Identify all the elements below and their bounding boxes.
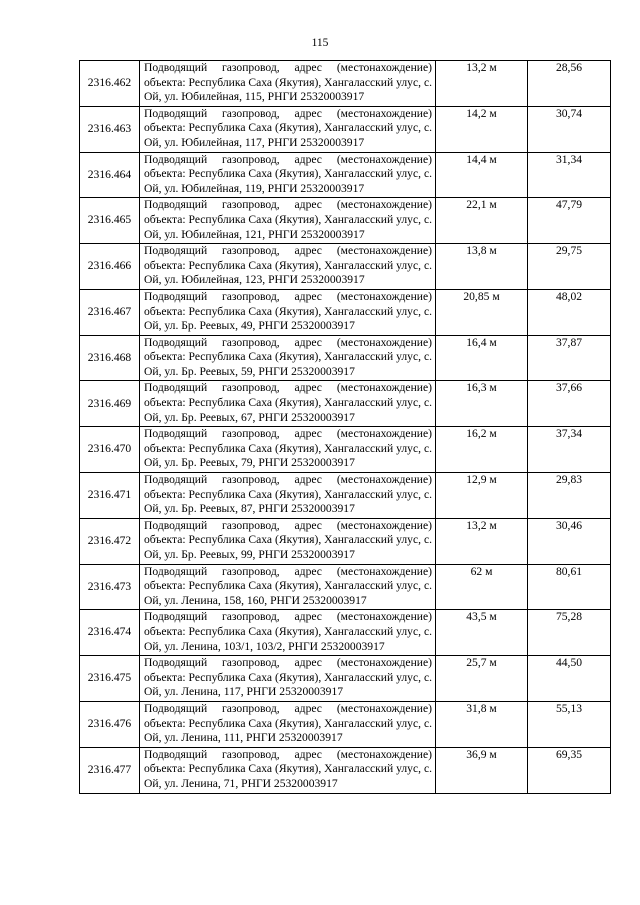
row-value-cell: 55,13 — [528, 701, 611, 747]
row-description-cell: Подводящий газопровод, адрес (местонахождение) объекта: Республика Саха (Якутия), Хангаласский улус, с. Ой, ул. Юбилейная, 115, РНГИ 25320003917 — [140, 61, 436, 107]
row-number-cell: 2316.468 — [80, 335, 140, 381]
row-number-cell: 2316.463 — [80, 106, 140, 152]
row-length-cell: 62 м — [436, 564, 528, 610]
table-row — [80, 152, 611, 198]
table-row — [80, 106, 611, 152]
row-length-cell: 14,4 м — [436, 152, 528, 198]
row-value-cell: 80,61 — [528, 564, 611, 610]
row-length-cell: 20,85 м — [436, 289, 528, 335]
row-length-cell: 14,2 м — [436, 106, 528, 152]
row-description-cell: Подводящий газопровод, адрес (местонахождение) объекта: Республика Саха (Якутия), Хангаласский улус, с. Ой, ул. Юбилейная, 119, РНГИ 25320003917 — [140, 152, 436, 198]
row-length-cell: 13,2 м — [436, 61, 528, 107]
row-length-cell: 16,4 м — [436, 335, 528, 381]
row-description-cell: Подводящий газопровод, адрес (местонахождение) объекта: Республика Саха (Якутия), Хангаласский улус, с. Ой, ул. Бр. Реевых, 49, РНГИ 25320003917 — [140, 289, 436, 335]
row-description-cell: Подводящий газопровод, адрес (местонахождение) объекта: Республика Саха (Якутия), Хангаласский улус, с. Ой, ул. Бр. Реевых, 67, РНГИ 25320003917 — [140, 381, 436, 427]
property-registry-table — [79, 60, 611, 794]
row-number-cell: 2316.465 — [80, 198, 140, 244]
row-value-cell: 30,74 — [528, 106, 611, 152]
row-length-cell: 36,9 м — [436, 747, 528, 793]
row-description-cell: Подводящий газопровод, адрес (местонахождение) объекта: Республика Саха (Якутия), Хангаласский улус, с. Ой, ул. Ленина, 71, РНГИ 25320003917 — [140, 747, 436, 793]
row-number-cell: 2316.473 — [80, 564, 140, 610]
row-number-cell: 2316.464 — [80, 152, 140, 198]
row-number-cell: 2316.462 — [80, 61, 140, 107]
table-row — [80, 198, 611, 244]
row-value-cell: 30,46 — [528, 518, 611, 564]
row-value-cell: 28,56 — [528, 61, 611, 107]
table-row — [80, 610, 611, 656]
row-value-cell: 37,87 — [528, 335, 611, 381]
row-value-cell: 44,50 — [528, 656, 611, 702]
row-length-cell: 25,7 м — [436, 656, 528, 702]
row-value-cell: 31,34 — [528, 152, 611, 198]
row-length-cell: 31,8 м — [436, 701, 528, 747]
row-value-cell: 29,83 — [528, 473, 611, 519]
row-description-cell: Подводящий газопровод, адрес (местонахождение) объекта: Республика Саха (Якутия), Хангаласский улус, с. Ой, ул. Ленина, 158, 160, РНГИ 25320003917 — [140, 564, 436, 610]
row-length-cell: 13,8 м — [436, 244, 528, 290]
row-description-cell: Подводящий газопровод, адрес (местонахождение) объекта: Республика Саха (Якутия), Хангаласский улус, с. Ой, ул. Ленина, 111, РНГИ 25320003917 — [140, 701, 436, 747]
row-description-cell: Подводящий газопровод, адрес (местонахождение) объекта: Республика Саха (Якутия), Хангаласский улус, с. Ой, ул. Бр. Реевых, 59, РНГИ 25320003917 — [140, 335, 436, 381]
row-length-cell: 12,9 м — [436, 473, 528, 519]
row-number-cell: 2316.472 — [80, 518, 140, 564]
row-value-cell: 29,75 — [528, 244, 611, 290]
row-value-cell: 75,28 — [528, 610, 611, 656]
row-length-cell: 16,3 м — [436, 381, 528, 427]
row-number-cell: 2316.470 — [80, 427, 140, 473]
row-number-cell: 2316.474 — [80, 610, 140, 656]
table-row — [80, 656, 611, 702]
row-description-cell: Подводящий газопровод, адрес (местонахождение) объекта: Республика Саха (Якутия), Хангаласский улус, с. Ой, ул. Ленина, 117, РНГИ 25320003917 — [140, 656, 436, 702]
row-number-cell: 2316.477 — [80, 747, 140, 793]
table-row — [80, 61, 611, 107]
table-row — [80, 381, 611, 427]
row-number-cell: 2316.471 — [80, 473, 140, 519]
row-description-cell: Подводящий газопровод, адрес (местонахождение) объекта: Республика Саха (Якутия), Хангаласский улус, с. Ой, ул. Ленина, 103/1, 103/2, РНГИ 25320003917 — [140, 610, 436, 656]
row-length-cell: 16,2 м — [436, 427, 528, 473]
row-description-cell: Подводящий газопровод, адрес (местонахождение) объекта: Республика Саха (Якутия), Хангаласский улус, с. Ой, ул. Юбилейная, 123, РНГИ 25320003917 — [140, 244, 436, 290]
table-row — [80, 518, 611, 564]
row-description-cell: Подводящий газопровод, адрес (местонахождение) объекта: Республика Саха (Якутия), Хангаласский улус, с. Ой, ул. Бр. Реевых, 99, РНГИ 25320003917 — [140, 518, 436, 564]
table-row — [80, 289, 611, 335]
table-row — [80, 473, 611, 519]
table-row — [80, 427, 611, 473]
row-number-cell: 2316.476 — [80, 701, 140, 747]
row-number-cell: 2316.475 — [80, 656, 140, 702]
table-row — [80, 747, 611, 793]
table-row — [80, 701, 611, 747]
row-value-cell: 48,02 — [528, 289, 611, 335]
row-length-cell: 13,2 м — [436, 518, 528, 564]
row-value-cell: 37,66 — [528, 381, 611, 427]
row-description-cell: Подводящий газопровод, адрес (местонахождение) объекта: Республика Саха (Якутия), Хангаласский улус, с. Ой, ул. Бр. Реевых, 79, РНГИ 25320003917 — [140, 427, 436, 473]
row-length-cell: 22,1 м — [436, 198, 528, 244]
row-number-cell: 2316.467 — [80, 289, 140, 335]
table-row — [80, 564, 611, 610]
registry-body — [80, 61, 611, 794]
row-description-cell: Подводящий газопровод, адрес (местонахождение) объекта: Республика Саха (Якутия), Хангаласский улус, с. Ой, ул. Юбилейная, 121, РНГИ 25320003917 — [140, 198, 436, 244]
page-number: 115 — [311, 37, 329, 49]
row-length-cell: 43,5 м — [436, 610, 528, 656]
row-value-cell: 69,35 — [528, 747, 611, 793]
table-row — [80, 244, 611, 290]
table-row — [80, 335, 611, 381]
row-value-cell: 47,79 — [528, 198, 611, 244]
row-number-cell: 2316.466 — [80, 244, 140, 290]
row-value-cell: 37,34 — [528, 427, 611, 473]
row-number-cell: 2316.469 — [80, 381, 140, 427]
row-description-cell: Подводящий газопровод, адрес (местонахождение) объекта: Республика Саха (Якутия), Хангаласский улус, с. Ой, ул. Юбилейная, 117, РНГИ 25320003917 — [140, 106, 436, 152]
row-description-cell: Подводящий газопровод, адрес (местонахождение) объекта: Республика Саха (Якутия), Хангаласский улус, с. Ой, ул. Бр. Реевых, 87, РНГИ 25320003917 — [140, 473, 436, 519]
